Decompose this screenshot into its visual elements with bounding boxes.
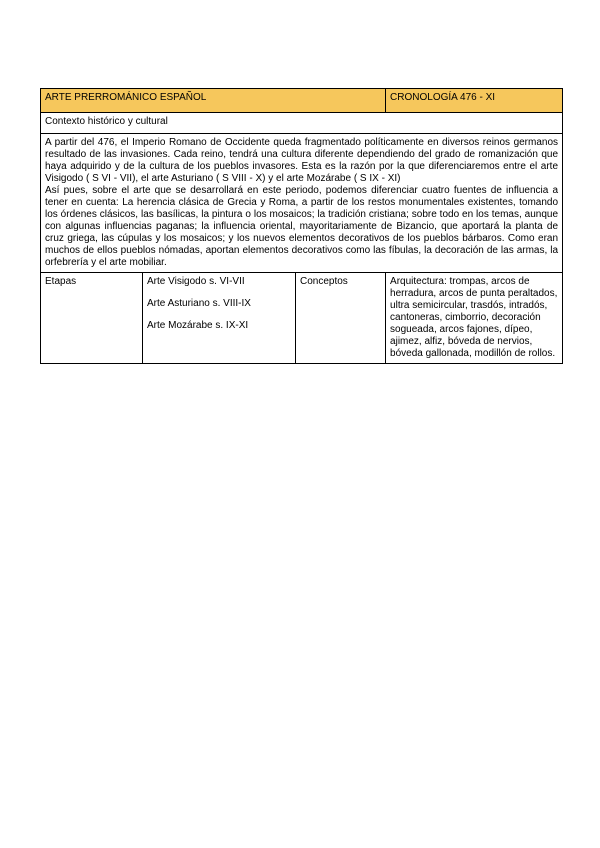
details-row [41, 273, 563, 364]
stage-item-mozarabe: Arte Mozárabe s. IX-XI [147, 320, 249, 331]
context-label: Contexto histórico y cultural [41, 113, 563, 134]
header-row [41, 89, 563, 113]
doc-title: ARTE PRERROMÁNICO ESPAÑOL [41, 89, 386, 113]
stage-item-visigodo: Arte Visigodo s. VI-VII [147, 276, 245, 287]
context-body [41, 134, 563, 273]
context-paragraph-2: Así pues, sobre el arte que se desarrollará en este periodo, podemos diferenciar cuatro fuentes de influencia a tener en cuenta: La herencia clásica de Grecia y Roma, a partir de los restos monumentales existentes, tomando los órdenes clásicos, las basílicas, la pintura o los mosaicos; la tradición cristiana; sobre todo en los temas, aunque con algunas influencias paganas; la influencia oriental, mayoritariamente de Bizancio, que aportará la planta de cruz griega, las cúpulas y los mosaicos; y los nuevos elementos decorativos de los pueblos bárbaros. Como eran muchos de ellos pueblos nómadas, aportan elementos decorativos como las fíbulas, la decoración de las armas, la orfebrería y el arte mobiliar. [45, 185, 559, 268]
stages-label: Etapas [41, 273, 143, 364]
stages-list [143, 273, 296, 364]
concepts-label: Conceptos [296, 273, 386, 364]
context-label-row [41, 113, 563, 134]
stage-item-asturiano: Arte Asturiano s. VIII-IX [147, 298, 251, 309]
content-table [40, 88, 563, 364]
chronology-label: CRONOLOGÍA 476 - XI [386, 89, 563, 113]
concepts-text: Arquitectura: trompas, arcos de herradura, arcos de punta peraltados, ultra semicircular, trasdós, intradós, cantoneras, cimborrio, decoración sogueada, arcos fajones, dípeo, ajimez, alfiz, bóveda de nervios, bóveda gallonada, modillón de rollos. [386, 273, 563, 364]
context-body-row [41, 134, 563, 273]
context-paragraph-1: A partir del 476, el Imperio Romano de Occidente queda fragmentado políticamente en diversos reinos germanos resultado de las invasiones. Cada reino, tendrá una cultura diferente dependiendo del grado de romanización que haya adquirido y de la cultura de los pueblos invasores. Esta es la razón por la que diferenciaremos entre el arte Visigodo ( S VI - VII), el arte Asturiano ( S VIII - X) y el arte Mozárabe ( S IX - XI) [45, 137, 559, 184]
